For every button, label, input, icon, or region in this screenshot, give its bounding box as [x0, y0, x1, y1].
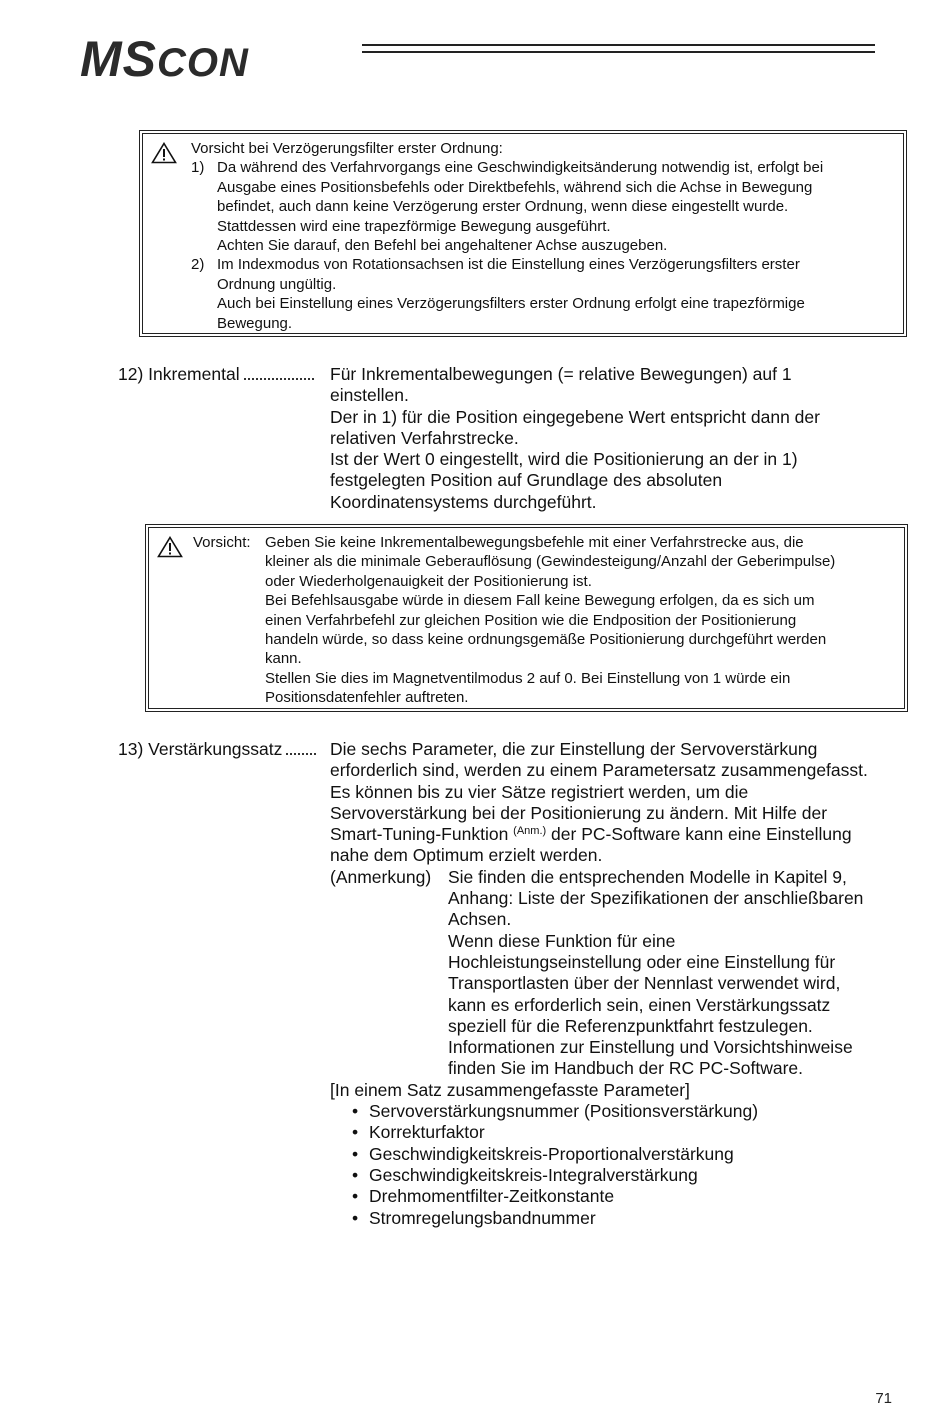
body-line: Servoverstärkung bei der Positionierung zu ändern. Mit Hilfe der: [330, 802, 828, 823]
caution-line: einen Verfahrbefehl zur gleichen Position wie die Endposition der Positionierung: [265, 611, 797, 629]
list-item-text: Geschwindigkeitskreis-Integralverstärkung: [369, 1164, 698, 1185]
leader-dots: [244, 370, 314, 380]
list-item-text: Servoverstärkungsnummer (Positionsverstärkung): [369, 1101, 759, 1122]
body-text: der PC-Software kann eine Einstellung: [546, 824, 852, 845]
body-line: Koordinatensystems durchgeführt.: [330, 491, 597, 512]
caution-line: oder Wiederholgenauigkeit der Positionierung ist.: [265, 572, 592, 590]
caution-line: Geben Sie keine Inkrementalbewegungsbefehle mit einer Verfahrstrecke aus, die: [265, 534, 804, 551]
list-item: [352, 1101, 910, 1122]
caution-items: [191, 158, 891, 333]
list-item-text: Geschwindigkeitskreis-Proportionalverstärkung: [369, 1143, 734, 1164]
warning-triangle-icon: [151, 142, 177, 164]
bullet-icon: •: [352, 1186, 359, 1207]
body-line: nahe dem Optimum erzielt werden.: [330, 845, 603, 866]
caution-line: Ausgabe eines Positionsbefehls oder Direktbefehls, während sich die Achse in Bewegung: [217, 178, 813, 196]
body-line: Die sechs Parameter, die zur Einstellung der Servoverstärkung: [330, 739, 818, 759]
caution-text: [265, 533, 901, 708]
logo-ms: MS: [80, 31, 157, 87]
list-item: [352, 1144, 910, 1165]
caution-title: Vorsicht bei Verzögerungsfilter erster Ordnung:: [191, 140, 503, 157]
section-body: [330, 739, 910, 1229]
caution-line: Im Indexmodus von Rotationsachsen ist die Einstellung eines Verzögerungsfilters erster: [217, 256, 800, 274]
bullet-icon: •: [352, 1122, 359, 1143]
list-item: [352, 1208, 910, 1229]
parameter-list-title: [In einem Satz zusammengefasste Parameter]: [330, 1079, 690, 1100]
item-number: 2): [191, 256, 205, 274]
logo-con: CON: [157, 41, 249, 85]
caution-line: Bei Befehlsausgabe würde in diesem Fall keine Bewegung erfolgen, da es sich um: [265, 592, 815, 610]
note-line: Informationen zur Einstellung und Vorsichtshinweise: [448, 1037, 853, 1058]
body-line: Für Inkrementalbewegungen (= relative Bewegungen) auf 1: [330, 364, 792, 384]
caution-line: Da während des Verfahrvorgangs eine Geschwindigkeitsänderung notwendig ist, erfolgt bei: [217, 159, 824, 177]
note-line: Anhang: Liste der Spezifikationen der anschließbaren: [448, 888, 864, 909]
caution-label: Vorsicht:: [193, 534, 251, 551]
note-line: speziell für die Referenzpunktfahrt festzulegen.: [448, 1015, 813, 1036]
note-line: kann es erforderlich sein, einen Verstärkungssatz: [448, 994, 831, 1015]
caution-line: kann.: [265, 650, 302, 668]
bullet-icon: •: [352, 1164, 359, 1185]
list-item-text: Drehmomentfilter-Zeitkonstante: [369, 1186, 615, 1207]
note-key: (Anmerkung): [330, 866, 432, 887]
note-line: Transportlasten über der Nennlast verwendet wird,: [448, 973, 841, 994]
footnote-marker: (Anm.): [513, 825, 547, 838]
caution-line: Stellen Sie dies im Magnetventilmodus 2 auf 0. Bei Einstellung von 1 würde ein: [265, 669, 791, 687]
bullet-icon: •: [352, 1143, 359, 1164]
bullet-icon: •: [352, 1101, 359, 1122]
body-line: Der in 1) für die Position eingegebene Wert entspricht dann der: [330, 406, 820, 427]
note-line: Sie finden die entsprechenden Modelle in Kapitel 9,: [448, 866, 847, 887]
note-block: [330, 867, 910, 1080]
list-item: [352, 1186, 910, 1207]
section-label: [118, 364, 314, 385]
list-item-text: Korrekturfaktor: [369, 1122, 485, 1143]
header-rule-bottom: [362, 51, 875, 53]
body-line: festgelegten Position auf Grundlage des absoluten: [330, 470, 723, 491]
caution-line: Stattdessen wird eine trapezförmige Bewegung ausgeführt.: [217, 217, 611, 235]
section-label-text: 12) Inkremental: [118, 364, 240, 384]
body-line: Es können bis zu vier Sätze registriert werden, um die: [330, 781, 749, 802]
parameter-list: [352, 1101, 910, 1229]
section-body: [330, 364, 820, 513]
caution-line: Positionsdatenfehler auftreten.: [265, 689, 469, 707]
mscon-logo: [80, 30, 249, 88]
caution-box-incremental: [148, 527, 905, 709]
leader-dots: [286, 745, 316, 755]
section-label: [118, 739, 316, 760]
page-number: 71: [875, 1390, 892, 1407]
caution-line: kleiner als die minimale Geberauflösung (Gewindesteigung/Anzahl der Geberimpulse): [265, 553, 836, 571]
caution-item-1: [191, 158, 891, 255]
list-item-text: Stromregelungsbandnummer: [369, 1207, 596, 1228]
caution-line: befindet, auch dann keine Verzögerung erster Ordnung, wenn diese eingestellt wurde.: [217, 198, 789, 216]
caution-line: Bewegung.: [217, 314, 293, 332]
list-item: [352, 1165, 910, 1186]
header-rule-top: [362, 44, 875, 46]
item-number: 1): [191, 159, 205, 177]
section-label-text: 13) Verstärkungssatz: [118, 739, 283, 759]
caution-line: Ordnung ungültig.: [217, 275, 337, 293]
caution-item-2: [191, 255, 891, 333]
body-text: Smart-Tuning-Funktion: [330, 824, 514, 845]
caution-line: Auch bei Einstellung eines Verzögerungsfilters erster Ordnung erfolgt eine trapezförmige: [217, 295, 805, 313]
bullet-icon: •: [352, 1207, 359, 1228]
caution-box-decel-filter: [142, 133, 904, 334]
caution-line: handeln würde, so dass keine ordnungsgemäße Positionierung durchgeführt werden: [265, 631, 827, 649]
note-line: finden Sie im Handbuch der RC PC-Software.: [448, 1058, 804, 1079]
warning-triangle-icon: [157, 536, 183, 558]
caution-line: Achten Sie darauf, den Befehl bei angehaltener Achse auszugeben.: [217, 237, 668, 255]
body-line: einstellen.: [330, 385, 409, 406]
note-line: Achsen.: [448, 909, 512, 930]
note-line: Wenn diese Funktion für eine: [448, 930, 676, 951]
list-item: [352, 1122, 910, 1143]
body-line: Ist der Wert 0 eingestellt, wird die Positionierung an der in 1): [330, 449, 798, 470]
body-line: erforderlich sind, werden zu einem Parametersatz zusammengefasst.: [330, 760, 868, 781]
note-line: Hochleistungseinstellung oder eine Einstellung für: [448, 951, 836, 972]
body-line: relativen Verfahrstrecke.: [330, 427, 519, 448]
body-line-smart-tuning: [330, 824, 910, 845]
